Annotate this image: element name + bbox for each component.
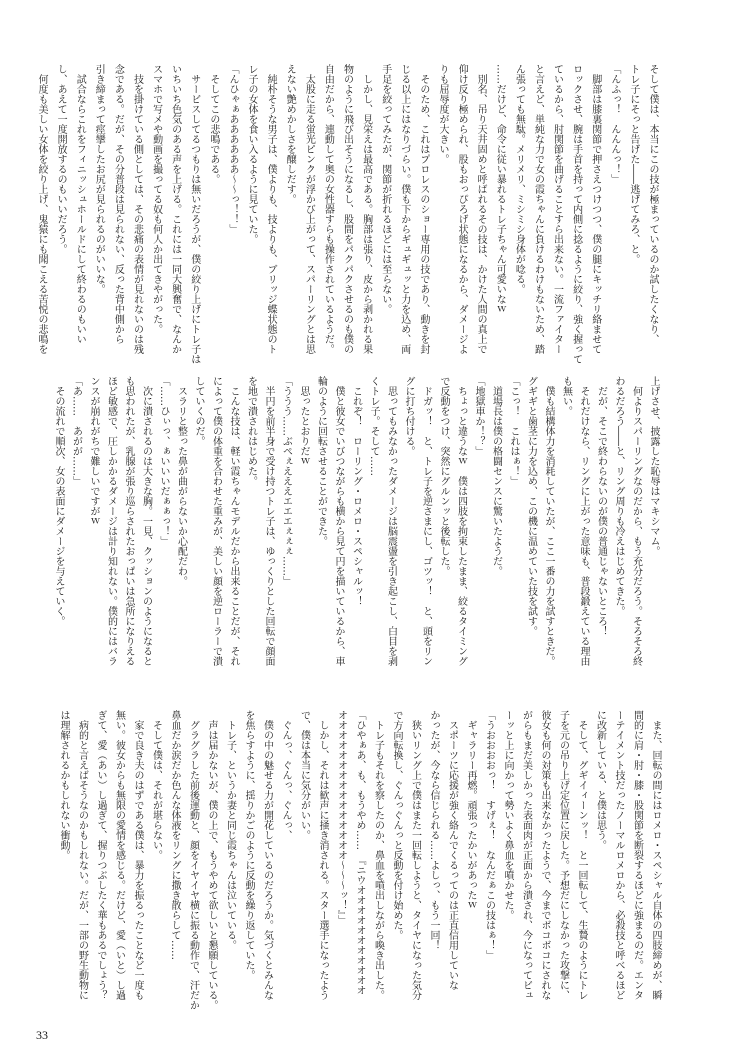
text-line: いちいち色気のある声を上げる。これには一同大興奮で、なんか bbox=[169, 64, 181, 354]
text-line: で、僕は本当に気分がいい。 bbox=[298, 710, 310, 840]
text-line: じる以上にはなりづらい。僕も下からギュギュッと力を込め、両 bbox=[398, 64, 410, 354]
text-block-top bbox=[30, 64, 662, 364]
text-line: ちょっと違うなｗ 僕は四肢を拘束したまま、絞るタイミング bbox=[455, 376, 467, 666]
text-line: その流れで順次、女の表面にダメージを与えていく。 bbox=[53, 376, 64, 626]
text-line: 「地獄車か！？」 bbox=[473, 376, 484, 456]
text-line: 僕も結構体力を消耗していたが、ここ一番の力を試すときだ。 bbox=[543, 376, 554, 666]
text-line: サービスしてるつもりは無いだろうが、僕の絞り上げにトレ子は bbox=[188, 64, 200, 364]
text-line: そして、グギイィーンッ！ と一回転して、生贄のようにトレ bbox=[576, 710, 587, 1000]
text-line: 思ったとおりだｗ bbox=[298, 376, 309, 466]
text-line: そのため、これはプロレスのショー専用の技であり、動きを封 bbox=[417, 64, 429, 354]
text-line: だが、そこで終わらないのが僕の普通じゃないところ！ bbox=[595, 376, 607, 636]
text-line: 引き締まって痙攣したお尻が見られるのがいいな。 bbox=[93, 64, 105, 294]
text-line: 脚部は膝裏関節で押さえつけつつ、僕の腿にキッチリ絡ませて bbox=[589, 64, 601, 354]
text-line: 仰け反り極められ、股もおっぴろげ状態になるから、ダメージよ bbox=[456, 64, 468, 354]
text-line: また、回転の間にはロメロ・スペシャル自体の四肢締めが、瞬 bbox=[650, 710, 661, 1000]
text-line: 試合ならこれをフィニッシュホールドにして終わるのもいい bbox=[74, 64, 86, 344]
text-line: 何よりスパーリングなのだから、もう充分だろう。そろそろ終 bbox=[630, 376, 642, 666]
text-line: 子を元の吊り上げ定位置に戻した。予想だにしなかった攻撃に、 bbox=[557, 710, 569, 1000]
text-line: グギギと歯茎に力を込め、この機に温めていた技を試す。 bbox=[525, 376, 537, 636]
text-line: トレ子、というか妻と同じ霞ちゃんは泣いている。 bbox=[224, 710, 236, 950]
text-line: くトレ子。そして…… bbox=[368, 376, 379, 476]
text-line: 家で良き夫のはずである僕は、暴力を振るったことなど一度も bbox=[132, 710, 143, 1000]
text-line: これぞ！ ローリング・ロメロ・スペシャルッ！ bbox=[350, 376, 362, 606]
text-line: 太股に走る蛍光ピンクが浮かび上がって、スパーリングとは思 bbox=[303, 64, 315, 354]
text-line: スラリと整った鼻が曲がらないか心配だわ。 bbox=[175, 376, 187, 586]
text-line: ぎて、愛（あい）し過ぎて、握りつぶしたく華もあるでしょう？ bbox=[95, 710, 106, 1000]
text-line: 僕の中の魅せる力が開花しているのだろうか。気づくとみんな bbox=[261, 710, 273, 1000]
text-line: ロックさせ、腕は手首を持って内側に捻るように絞り、強く握って bbox=[570, 64, 582, 364]
text-line: 「ひやぁあ、も、もうやめ…… 『ニウオオオオオオオオオオオ bbox=[354, 710, 365, 995]
text-line: 輪のように回転させることができた。 bbox=[315, 376, 327, 546]
text-line: 無い。彼女からも無限の愛情を感じる。だけど、愛（いと）し過 bbox=[113, 710, 125, 1000]
text-line: していくのだ。 bbox=[193, 376, 204, 446]
text-line: 「こっ！ これはぁ！」 bbox=[508, 376, 519, 486]
text-line: 物のように飛び出そうになるし、股間をパクパクさせるのも僕の bbox=[341, 64, 353, 354]
text-line: そしてこの悲鳴である。 bbox=[207, 64, 219, 184]
text-line: 「うおおおおっ！ すげぇ！ なんだぁこの技はぁ！」 bbox=[483, 710, 495, 960]
text-line: スマホで写メや動画を撮ってる奴も何人か出てきやがった。 bbox=[150, 64, 162, 334]
text-line: 上げさせ、披露した恥辱はマキシマム。 bbox=[648, 376, 659, 556]
text-line: ほど敏感で、圧しかかるダメージは計り知れない。僕的にはバラ bbox=[105, 376, 117, 666]
text-line: し、あえて一度開放するのもいいだろう。 bbox=[55, 64, 67, 254]
text-line: 念である。だが、その分普段は見られない、反った背中側から bbox=[112, 64, 124, 344]
text-line: オオオオオオオオオオオオオオオ～～～ッ！』」 bbox=[335, 710, 347, 925]
text-block-bottom bbox=[35, 710, 664, 1010]
text-line: しかし、それは歓声に掻き消される。スター選手になったよう bbox=[317, 710, 328, 1000]
text-line: ギャラリー再燃。頑張ったかいがあったｗ bbox=[465, 710, 476, 910]
text-line: 声は届かないが、僕の上で、もうやめて欲しいと懇願している。 bbox=[206, 710, 217, 1010]
text-line: に改新している、と僕は思う。 bbox=[594, 710, 606, 850]
text-line: 狭いリング上で僕はまた一回転しようと、タイヤになった気分 bbox=[409, 710, 421, 1000]
text-line: 「あ…… あがが……」 bbox=[70, 376, 82, 486]
text-line: 手足を絞ってみたが、関節が折れるほどには至らない。 bbox=[379, 64, 391, 314]
text-line: は理解されるかもしれない衝動。 bbox=[58, 710, 69, 860]
text-line: 病的と言えばそうなのかもしれない。だが、一部の野生動物に bbox=[76, 710, 88, 1000]
text-line: と言えど、単純な力で女の霞ちゃんに負けるわけもないため、踏 bbox=[532, 64, 544, 354]
text-line: えない艶めかしさを醸しだす。 bbox=[284, 64, 296, 204]
text-line: も無い。 bbox=[560, 376, 572, 416]
text-line: を焦らすように、揺りかごのように反動を繰り返していた。 bbox=[243, 710, 254, 980]
text-line: わるだろう――と、リング周りも冷えはじめてきた。 bbox=[613, 376, 624, 616]
text-line: 鼻血だか涙だか色んな体液をリングに撒き散らして…… bbox=[169, 710, 180, 960]
text-line: 純朴そうな男子は、僕よりも、技よりも、ブリッジ蝶状態のト bbox=[265, 64, 277, 354]
text-line: 別名、吊り天井固めと呼ばれるその技は、かけた人間の真上で bbox=[475, 64, 487, 354]
text-line: 「ううう……ぶぺぇえええエエエぇぇぇ……」 bbox=[280, 376, 292, 586]
text-line: ーッと上に向かって勢いよく鼻血を噴かせた。 bbox=[502, 710, 513, 920]
text-line: スポーツに応援が強く絡んでくるってのは正直信用していな bbox=[446, 710, 458, 990]
page-number: 33 bbox=[36, 1028, 48, 1042]
text-line: それだけなら、リングに上がった意味も、普段鍛えている理由 bbox=[578, 376, 589, 666]
text-line: かったが、今なら信じられる……よしっ、もう一回！ bbox=[428, 710, 439, 950]
text-line: りも屈辱度が大きい。 bbox=[436, 64, 448, 164]
text-line: こんな技は、軽い霞ちゃんモデルだから出来ることだが、それ bbox=[228, 376, 239, 666]
text-line: 「んひゃぁああああああ～～っ！！」 bbox=[226, 64, 238, 234]
text-line: 自由だから、連動して奥の女性器すらも操作されているようだ。 bbox=[322, 64, 334, 354]
text-line: ぐんっ、ぐんっ、ぐんっ、 bbox=[280, 710, 291, 840]
text-line: ん張っても無駄。メリメリ、ミシミシ身体が唸る。 bbox=[513, 64, 525, 294]
text-line: ドガッ！ と、トレ子を逆さまにし、ゴツッ！ と、頭をリン bbox=[420, 376, 432, 666]
text-line: 「……ひぃっ、ぁいいいだぁぁっ！」 bbox=[158, 376, 169, 546]
text-line: そして僕は、それが堪らない。 bbox=[150, 710, 162, 860]
text-line: 半円を前半身で受け持つトレ子は、ゆっくりとした回転で顔面 bbox=[263, 376, 274, 666]
text-line: グラグラした前後運動と、顔をイヤイヤ横に振る動作で、汗だか bbox=[187, 710, 199, 1010]
text-line: ……だけど、命令に従い暴れるトレ子ちゃん可愛いなｗ bbox=[494, 64, 506, 314]
text-line: で方向転換し、ぐんっぐんっと反動を付け始めた。 bbox=[391, 710, 402, 940]
text-line: で反動をつけ、突然にグルンッと後転した。 bbox=[438, 376, 449, 576]
text-line: 道場長は僕の格闘センスに驚いたようだ。 bbox=[490, 376, 502, 576]
text-line: ーテイメント技だったノーマルロメロから、必殺技と呼べるほど bbox=[613, 710, 624, 1000]
text-line: 「んふっ！ んんんっ！」 bbox=[608, 64, 620, 184]
text-line: を地で潰されはじめた。 bbox=[245, 376, 257, 486]
text-line: がらもまだ美しかった表面肉が正面から潰され、今になってビュ bbox=[520, 710, 532, 1000]
text-line: 僕と彼女でいびつながらも横から見て円を描いているから、車 bbox=[333, 376, 344, 666]
text-line: そして僕は、本当にこの技が極まっているのか試したくなり、 bbox=[647, 64, 658, 344]
text-line: 彼女も何の対策も出来なかったようで、今までボコボコにされな bbox=[539, 710, 550, 1000]
text-line: レ子の女体を食い入るように見ていた。 bbox=[246, 64, 258, 244]
text-line: 間的に肩・肘・膝・股関節を断裂するほどに強まるのだ。エンタ bbox=[631, 710, 643, 1000]
text-line: 次に潰されるのは大きな胸。一見、クッションのようになると bbox=[140, 376, 152, 666]
text-line: 思ってもみなかったダメージは脳震盪を引き起こし、白目を剥 bbox=[385, 376, 397, 666]
text-line: しかし、見栄えは最高である。胸部は張り、皮から剥かれる果 bbox=[360, 64, 372, 354]
text-line: ンスが崩れがちで難しいですがｗ bbox=[88, 376, 99, 526]
text-line: ているから、肘関節を曲げることすら出来ない。一流ファイター bbox=[551, 64, 563, 354]
text-line: 何度も美しい女体を絞り上げ、鬼猿にも聞こえる苦悦の悲鳴を bbox=[36, 64, 47, 354]
text-line: トレ子にそっと告げた――逃げてみろ、と。 bbox=[627, 64, 639, 264]
text-line: によって僕の体重を合わせた重みが、美しい顔を逆ローラーで潰 bbox=[210, 376, 222, 666]
text-line: 技を掛けている側としては、その悲痛の表情が見れないのは残 bbox=[131, 64, 143, 354]
text-line: グに打ち付ける。 bbox=[403, 376, 414, 456]
text-block-middle bbox=[33, 376, 662, 671]
text-line: も思われたが、乳腺が張り巡らされたおっぱいは急所になりえる bbox=[123, 376, 134, 666]
text-line: トレ子もそれを察したのか、鼻血を噴出しながら喚き出した。 bbox=[372, 710, 384, 1000]
